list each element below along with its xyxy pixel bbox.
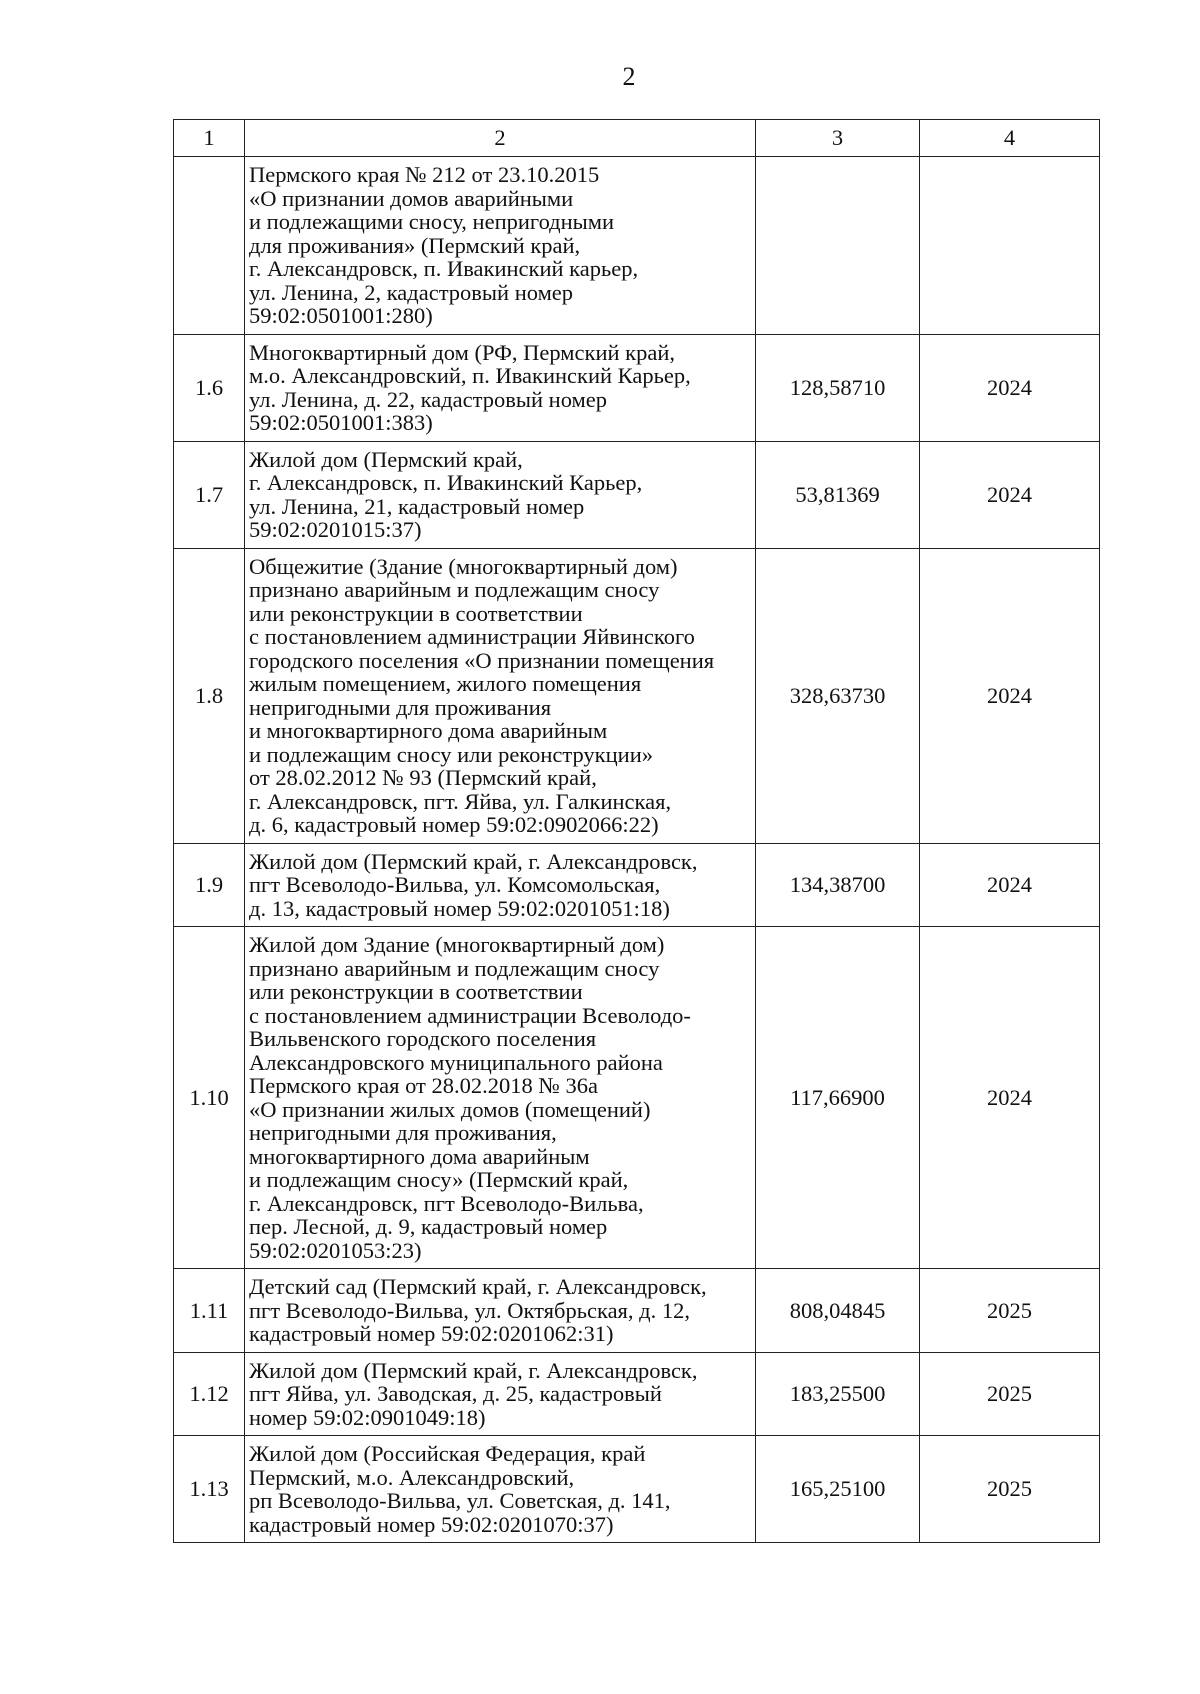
description-line: для проживания» (Пермский край,: [249, 232, 581, 258]
description-line: пер. Лесной, д. 9, кадастровый номер: [249, 1214, 608, 1239]
description-line: или реконструкции в соответствии: [249, 600, 583, 626]
description-line: м.о. Александровский, п. Ивакинский Карьер,: [249, 363, 691, 388]
description-line: г. Александровск, пгт Всеволодо-Вильва,: [249, 1190, 644, 1216]
table-row: [174, 927, 1100, 1269]
description-line: Жилой дом (Пермский край,: [249, 446, 523, 472]
description-line: Жилой дом (Пермский край, г. Александровск,: [249, 848, 698, 874]
description-line: 59:02:0501001:280): [249, 303, 433, 328]
header-col-2: 2: [245, 120, 756, 157]
description-line: и подлежащим сносу» (Пермский край,: [249, 1167, 629, 1192]
table-row: [174, 1352, 1100, 1436]
row-description: [245, 843, 756, 927]
description-line: 59:02:0501001:383): [249, 410, 433, 435]
description-line: непригодными для проживания: [249, 694, 552, 720]
table-row: [174, 334, 1100, 441]
description-line: или реконструкции в соответствии: [249, 979, 583, 1004]
description-line: ул. Ленина, 2, кадастровый номер: [249, 279, 574, 305]
description-line: Александровского муниципального района: [249, 1049, 663, 1075]
row-year: 2024: [920, 441, 1100, 548]
description-line: Детский сад (Пермский край, г. Александровск,: [249, 1274, 707, 1299]
row-number: 1.10: [174, 927, 245, 1269]
header-col-4: 4: [920, 120, 1100, 157]
description-line: пгт Всеволодо-Вильва, ул. Комсомольская,: [249, 872, 661, 897]
row-value: [756, 157, 920, 335]
row-number: [174, 157, 245, 335]
header-col-3: 3: [756, 120, 920, 157]
description-line: и подлежащими сносу, непригодными: [249, 209, 615, 234]
description-line: с постановлением администрации Всеволодо-: [249, 1002, 691, 1028]
description-line: Многоквартирный дом (РФ, Пермский край,: [249, 339, 675, 365]
table-row: [174, 548, 1100, 843]
description-line: ул. Ленина, 21, кадастровый номер: [249, 493, 585, 519]
description-line: «О признании жилых домов (помещений): [249, 1096, 651, 1122]
row-value: 53,81369: [756, 441, 920, 548]
description-line: пгт Яйва, ул. Заводская, д. 25, кадастровый: [249, 1381, 662, 1406]
description-line: признано аварийным и подлежащим сносу: [249, 955, 660, 981]
row-year: 2024: [920, 927, 1100, 1269]
row-number: 1.6: [174, 334, 245, 441]
row-number: 1.7: [174, 441, 245, 548]
row-description: [245, 157, 756, 335]
description-line: кадастровый номер 59:02:0201062:31): [249, 1321, 614, 1346]
row-value: 128,58710: [756, 334, 920, 441]
description-line: г. Александровск, п. Ивакинский карьер,: [249, 256, 639, 281]
description-line: Пермского края от 28.02.2018 № 36а: [249, 1073, 598, 1098]
row-value: 183,25500: [756, 1352, 920, 1436]
row-number: 1.13: [174, 1436, 245, 1543]
row-description: [245, 334, 756, 441]
table-row: [174, 1436, 1100, 1543]
description-line: многоквартирного дома аварийным: [249, 1143, 590, 1169]
description-line: Жилой дом (Пермский край, г. Александровск,: [249, 1357, 698, 1383]
row-number: 1.12: [174, 1352, 245, 1436]
description-line: г. Александровск, п. Ивакинский Карьер,: [249, 470, 643, 495]
description-line: и многоквартирного дома аварийным: [249, 718, 608, 743]
row-value: 808,04845: [756, 1269, 920, 1353]
objects-table: [173, 119, 1100, 1543]
row-year: [920, 157, 1100, 335]
header-col-1: 1: [174, 120, 245, 157]
row-year: 2025: [920, 1269, 1100, 1353]
row-year: 2024: [920, 334, 1100, 441]
description-line: кадастровый номер 59:02:0201070:37): [249, 1511, 614, 1537]
row-description: [245, 1436, 756, 1543]
table-row: [174, 441, 1100, 548]
table-row: [174, 1269, 1100, 1353]
description-line: с постановлением администрации Яйвинского: [249, 624, 695, 649]
description-line: д. 6, кадастровый номер 59:02:0902066:22): [249, 812, 659, 837]
row-value: 117,66900: [756, 927, 920, 1269]
description-line: рп Всеволодо-Вильва, ул. Советская, д. 141,: [249, 1488, 671, 1513]
description-line: Пермский, м.о. Александровский,: [249, 1464, 575, 1490]
row-description: [245, 548, 756, 843]
description-line: Жилой дом Здание (многоквартирный дом): [249, 932, 665, 957]
description-line: г. Александровск, пгт. Яйва, ул. Галкинская,: [249, 788, 672, 814]
row-number: 1.8: [174, 548, 245, 843]
description-line: жилым помещением, жилого помещения: [249, 671, 642, 696]
description-line: и подлежащим сносу или реконструкции»: [249, 741, 653, 767]
page-number: 2: [622, 62, 636, 91]
description-line: 59:02:0201015:37): [249, 517, 422, 542]
table-row: [174, 157, 1100, 335]
description-line: Общежитие (Здание (многоквартирный дом): [249, 553, 678, 579]
table-header-row: [174, 120, 1100, 157]
row-description: [245, 927, 756, 1269]
table-row: [174, 843, 1100, 927]
description-line: номер 59:02:0901049:18): [249, 1404, 486, 1430]
row-value: 165,25100: [756, 1436, 920, 1543]
description-line: 59:02:0201053:23): [249, 1237, 422, 1263]
table-body: [174, 157, 1100, 1543]
row-description: [245, 441, 756, 548]
description-line: Вильвенского городского поселения: [249, 1026, 597, 1051]
row-year: 2025: [920, 1436, 1100, 1543]
row-year: 2024: [920, 548, 1100, 843]
description-line: д. 13, кадастровый номер 59:02:0201051:18): [249, 895, 670, 921]
row-year: 2024: [920, 843, 1100, 927]
description-line: городского поселения «О признании помещения: [249, 647, 715, 673]
description-line: ул. Ленина, д. 22, кадастровый номер: [249, 386, 607, 412]
description-line: «О признании домов аварийными: [249, 185, 574, 211]
row-value: 134,38700: [756, 843, 920, 927]
row-number: 1.11: [174, 1269, 245, 1353]
description-line: от 28.02.2012 № 93 (Пермский край,: [249, 765, 597, 790]
description-line: Пермского края № 212 от 23.10.2015: [249, 162, 600, 187]
row-description: [245, 1269, 756, 1353]
description-line: признано аварийным и подлежащим сносу: [249, 577, 660, 602]
row-description: [245, 1352, 756, 1436]
row-year: 2025: [920, 1352, 1100, 1436]
description-line: непригодными для проживания,: [249, 1120, 557, 1145]
row-value: 328,63730: [756, 548, 920, 843]
description-line: пгт Всеволодо-Вильва, ул. Октябрьская, д. 12,: [249, 1297, 690, 1323]
row-number: 1.9: [174, 843, 245, 927]
description-line: Жилой дом (Российская Федерация, край: [249, 1441, 646, 1466]
